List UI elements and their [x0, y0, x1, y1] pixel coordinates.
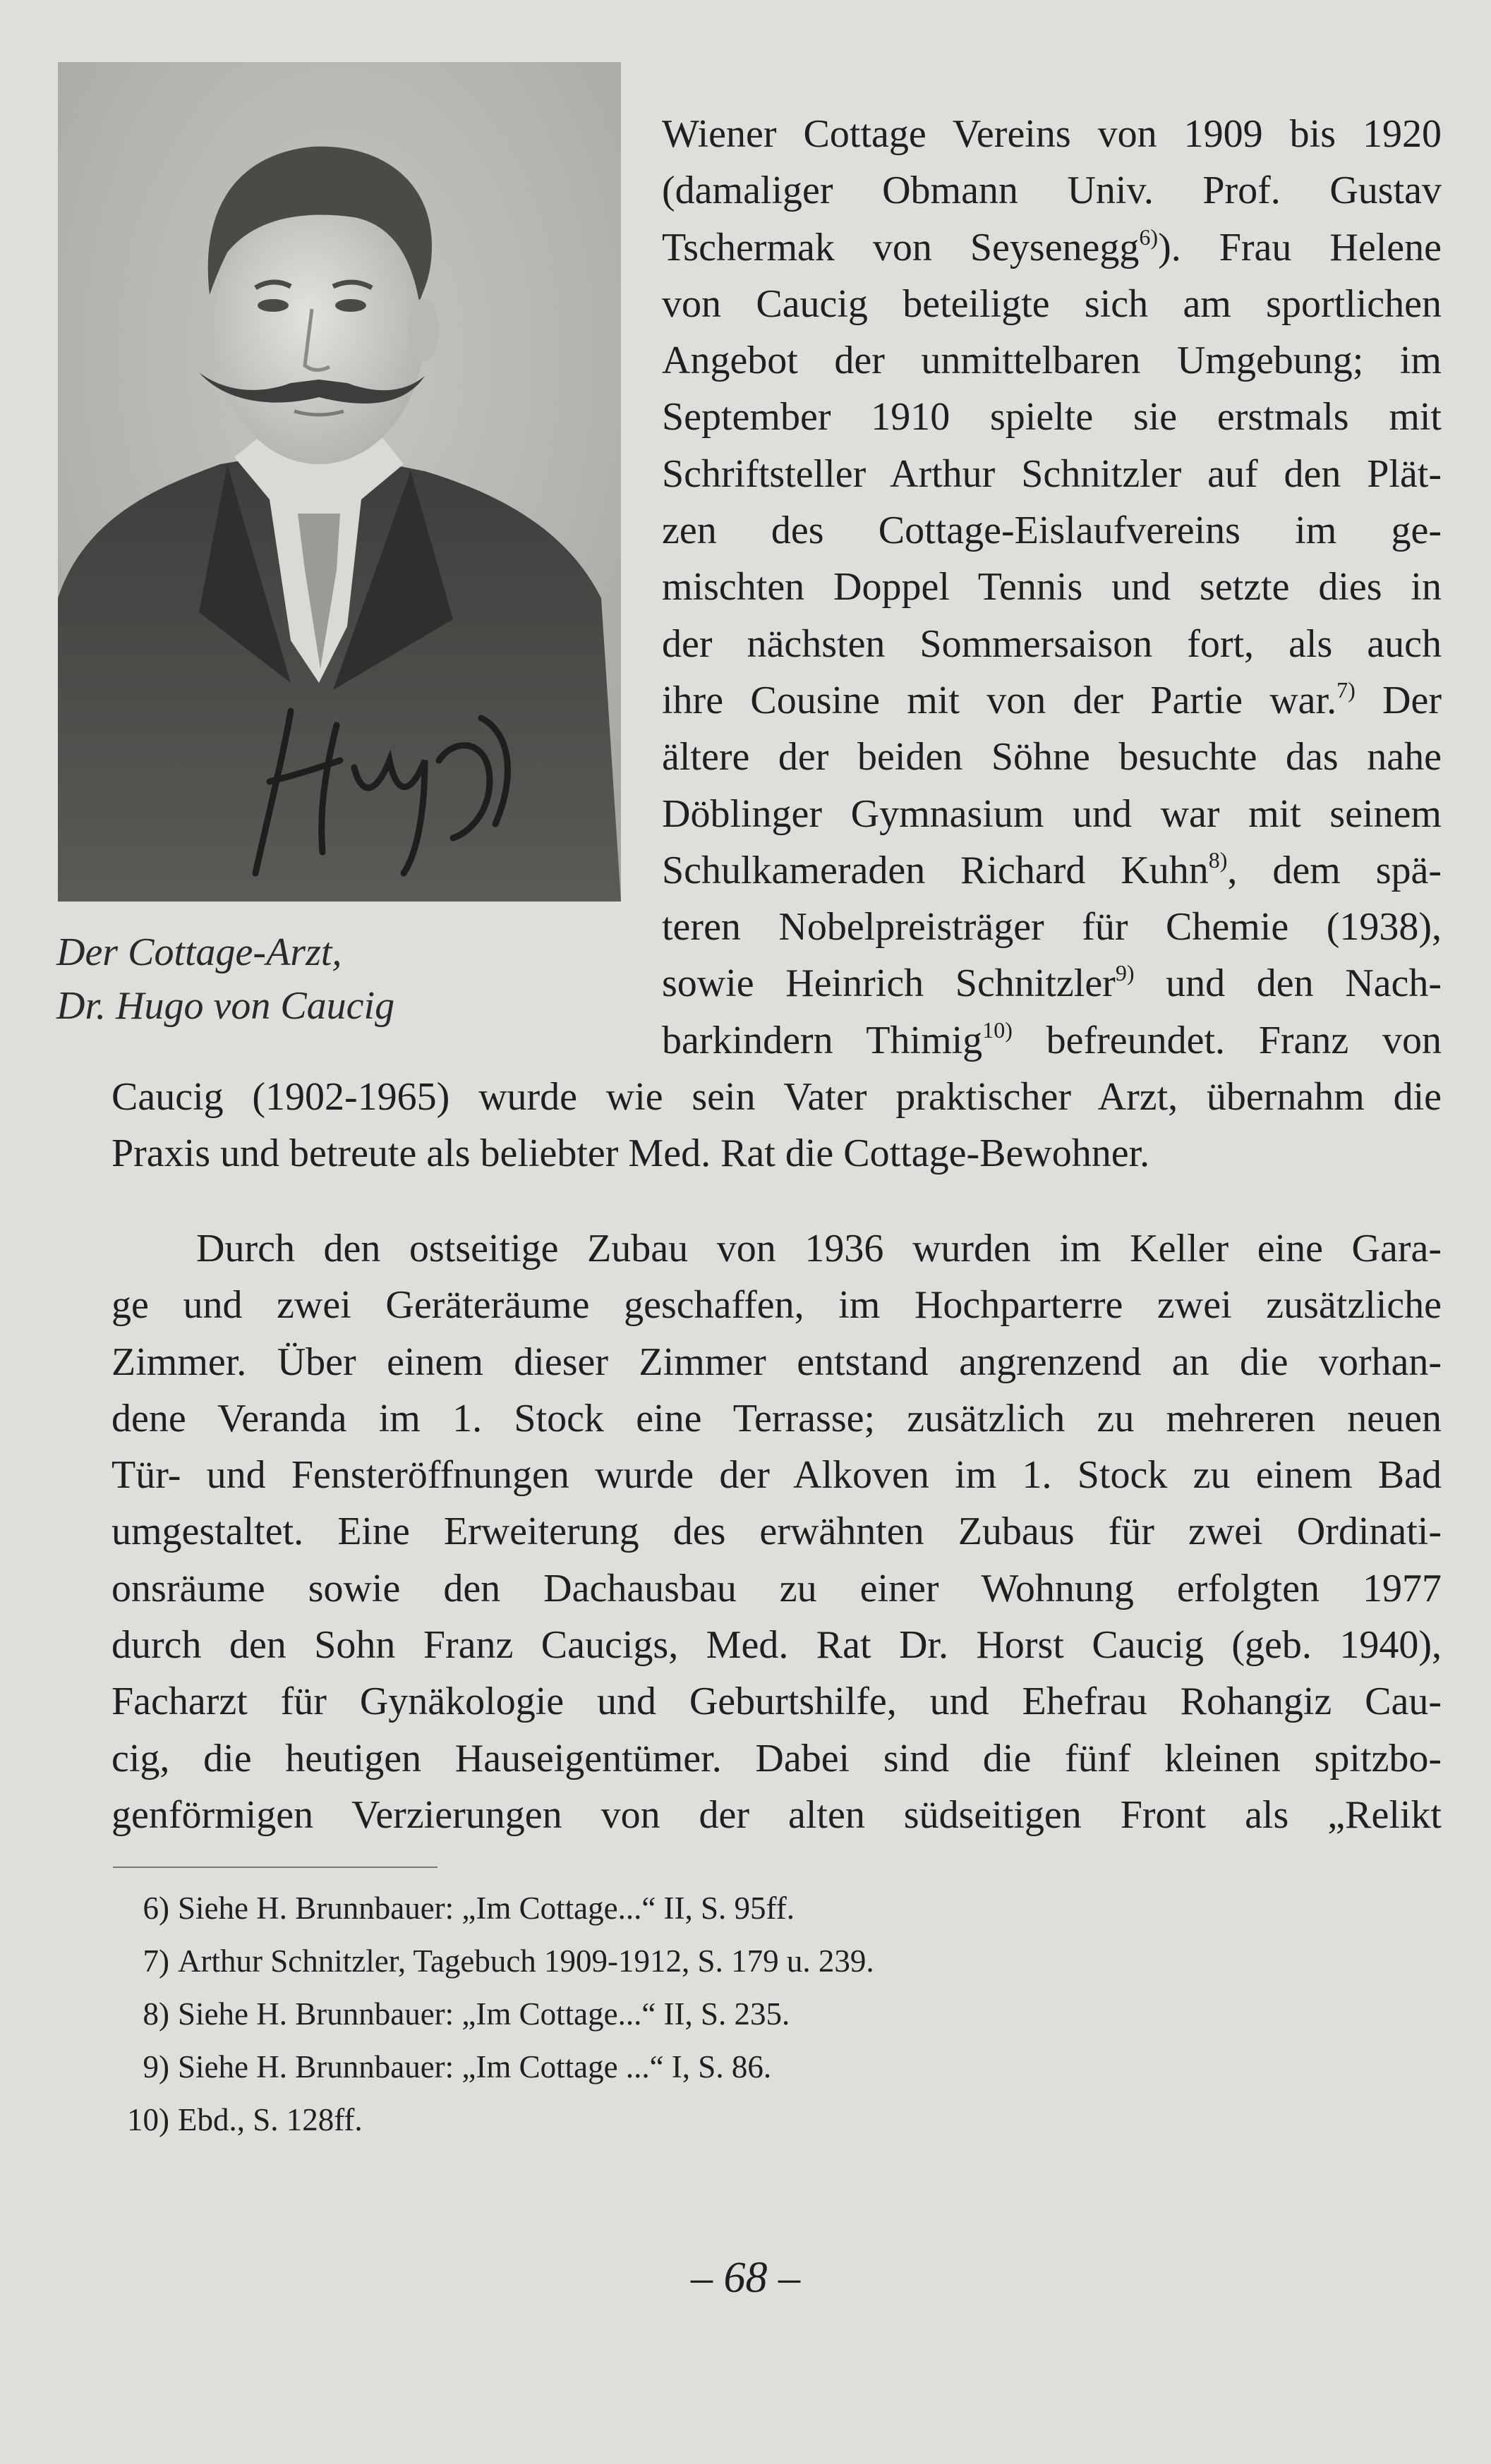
caption-line-2: Dr. Hugo von Caucig [56, 984, 395, 1028]
footnote-ref: 10) [982, 1016, 1013, 1043]
text-line: Wiener Cottage Vereins von 1909 bis 1920 [662, 112, 1442, 156]
text-line: mischten Doppel Tennis und setzte dies in [662, 565, 1442, 609]
footnote-ref: 9) [1115, 960, 1135, 986]
portrait-photo [58, 62, 621, 902]
text-line: von Caucig beteiligte sich am sportlichen [662, 281, 1442, 326]
text-line: genförmigen Verzierungen von der alten südseitigen Front als „Relikt [111, 1792, 1442, 1837]
text-line: dene Veranda im 1. Stock eine Terrasse; zusätzlich zu mehreren neuen [111, 1396, 1442, 1440]
text-line: September 1910 spielte sie erstmals mit [662, 395, 1442, 439]
footnote: 7) Arthur Schnitzler, Tagebuch 1909-1912, S. 179 u. 239. [143, 1943, 874, 1979]
portrait-illustration [58, 62, 621, 902]
page-number: – 68 – [691, 2254, 800, 2302]
text-line: Zimmer. Über einem dieser Zimmer entstand angrenzend an die vorhan- [111, 1340, 1442, 1384]
text-line: ihre Cousine mit von der Partie war.$^{7)}$ Der [662, 676, 1442, 722]
footnote: 9) Siehe H. Brunnbauer: „Im Cottage ...“ I, S. 86. [143, 2049, 772, 2084]
footnote-divider [113, 1867, 437, 1868]
footnote: 8) Siehe H. Brunnbauer: „Im Cottage...“ II, S. 235. [143, 1996, 790, 2032]
text-line: Döblinger Gymnasium und war mit seinem [662, 791, 1442, 836]
text-line: Tschermak von Seysenegg$^{6)}$). Frau Helene [662, 224, 1442, 269]
footnote-ref: 8) [1208, 846, 1228, 873]
text-line: ältere der beiden Söhne besuchte das nahe [662, 735, 1442, 779]
text-line: zen des Cottage-Eislaufvereins im ge- [662, 509, 1442, 553]
footnote: 10) Ebd., S. 128ff. [127, 2102, 363, 2137]
text-line: Caucig (1902-1965) wurde wie sein Vater praktischer Arzt, übernahm die [111, 1075, 1442, 1119]
text-line: Schriftsteller Arthur Schnitzler auf den Plät- [662, 451, 1442, 496]
caption-line-1: Der Cottage-Arzt, [56, 930, 342, 974]
text-line: durch den Sohn Franz Caucigs, Med. Rat Dr. Horst Caucig (geb. 1940), [111, 1623, 1442, 1668]
paragraph-1-wrapped [662, 106, 1442, 1069]
text-line: sowie Heinrich Schnitzler$^{9)}$ und den Nach- [662, 960, 1442, 1006]
text-line: umgestaltet. Eine Erweiterung des erwähnten Zubaus für zwei Ordinati- [111, 1510, 1442, 1554]
text-line: Schulkameraden Richard Kuhn$^{8)}$, dem spä- [662, 846, 1442, 892]
paragraph-2 [111, 1220, 1442, 1843]
photo-caption [56, 925, 536, 1033]
text-line: teren Nobelpreisträger für Chemie (1938), [662, 905, 1442, 949]
text-line: Praxis und betreute als beliebter Med. Rat die Cottage-Bewohner. [111, 1131, 1150, 1176]
footnote-ref: 6) [1139, 224, 1159, 250]
footnote: 6) Siehe H. Brunnbauer: „Im Cottage...“ II, S. 95ff. [143, 1891, 795, 1926]
text-line: (damaliger Obmann Univ. Prof. Gustav [662, 169, 1442, 213]
footnote-ref: 7) [1336, 676, 1356, 703]
text-line: Facharzt für Gynäkologie und Geburtshilfe, und Ehefrau Rohangiz Cau- [111, 1680, 1442, 1724]
text-line: Angebot der unmittelbaren Umgebung; im [662, 339, 1442, 383]
text-line: onsräume sowie den Dachausbau zu einer Wohnung erfolgten 1977 [111, 1566, 1442, 1610]
text-line: barkindern Thimig$^{10)}$ befreundet. Franz von [662, 1016, 1442, 1062]
paragraph-1-end [111, 1069, 1442, 1182]
text-line: Durch den ostseitige Zubau von 1936 wurden im Keller eine Gara- [196, 1227, 1442, 1270]
text-line: ge und zwei Geräteräume geschaffen, im Hochparterre zwei zusätzliche [111, 1283, 1442, 1328]
text-line: Tür- und Fensteröffnungen wurde der Alkoven im 1. Stock zu einem Bad [111, 1453, 1442, 1498]
text-line: der nächsten Sommersaison fort, als auch [662, 621, 1442, 666]
text-line: cig, die heutigen Hauseigentümer. Dabei sind die fünf kleinen spitzbo- [111, 1736, 1442, 1780]
